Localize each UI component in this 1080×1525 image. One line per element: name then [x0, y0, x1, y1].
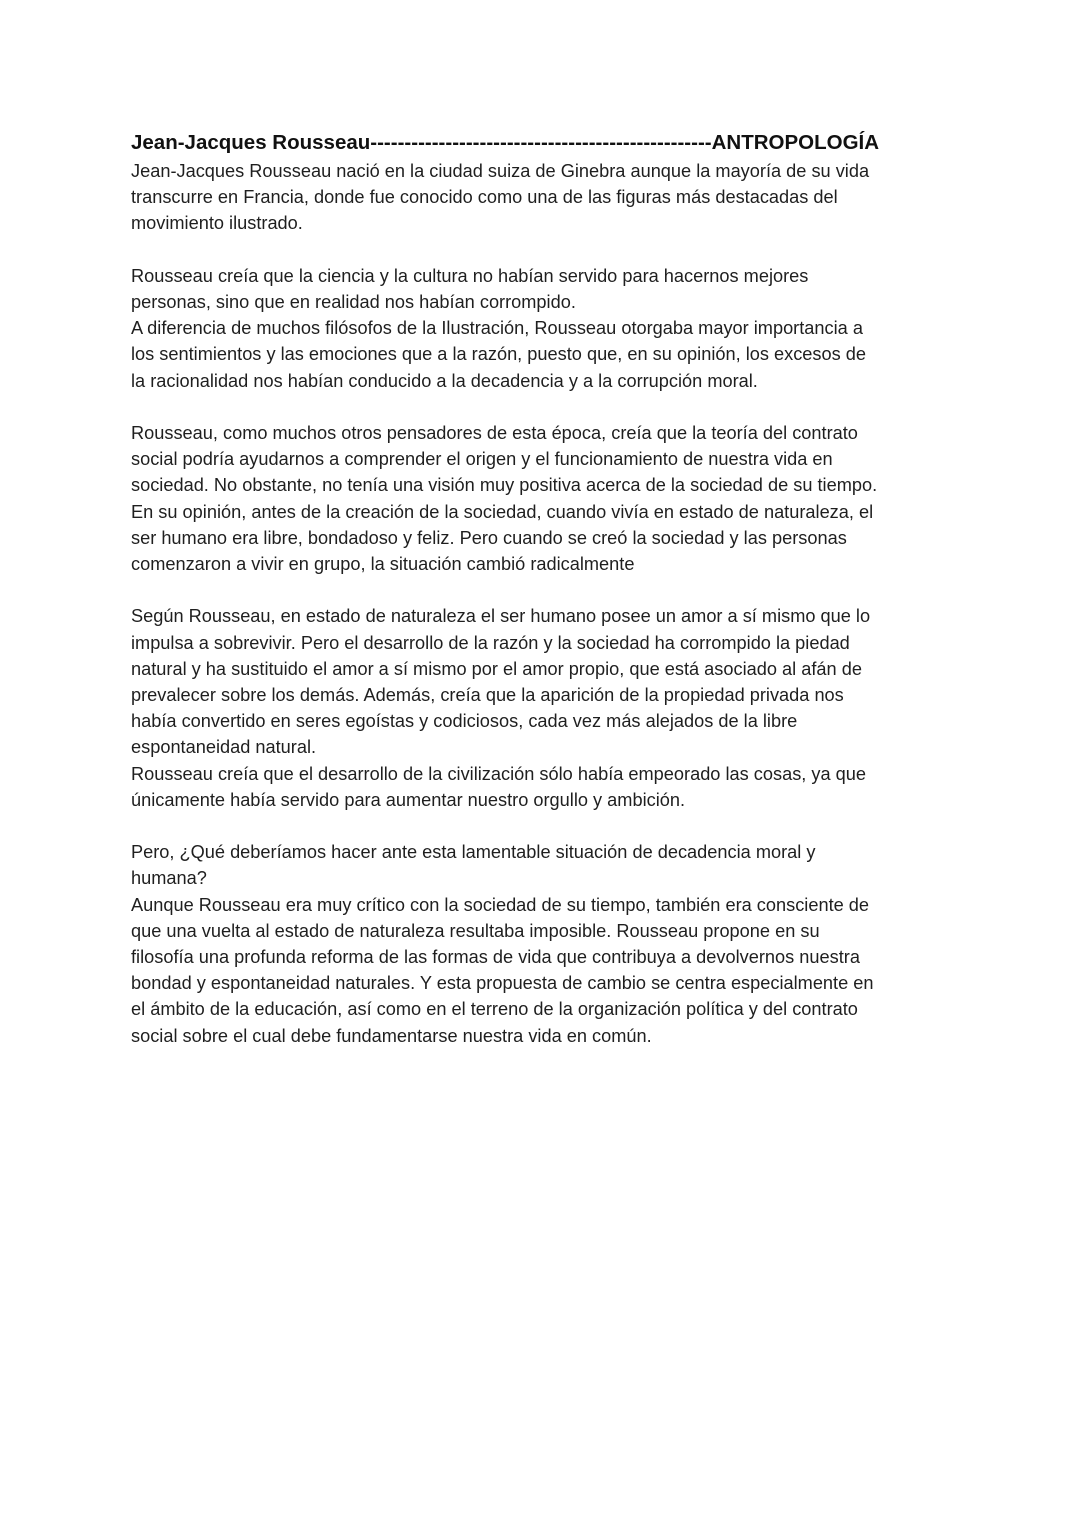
text-line: social podría ayudarnos a comprender el origen y el funcionamiento de nuestra vida en [131, 449, 833, 470]
heading-author: Jean-Jacques Rousseau [131, 131, 371, 154]
text-line: había convertido en seres egoístas y codiciosos, cada vez más alejados de la libre [131, 711, 798, 732]
paragraph-state-of-nature [131, 603, 961, 760]
text-line: social sobre el cual debe fundamentarse nuestra vida en común. [131, 1025, 652, 1046]
text-line: natural y ha sustituido el amor a sí mismo por el amor propio, que está asociado al afán de [131, 658, 862, 679]
text-line: humana? [131, 868, 207, 889]
paragraph-spacer [131, 577, 961, 603]
paragraph-intro [131, 158, 961, 237]
text-line: Rousseau creía que el desarrollo de la civilización sólo había empeorado las cosas, ya que [131, 763, 867, 784]
text-line: bondad y espontaneidad naturales. Y esta propuesta de cambio se centra especialmente en [131, 973, 874, 994]
paragraph-spacer [131, 237, 961, 263]
text-line: Rousseau, como muchos otros pensadores de esta época, creía que la teoría del contrato [131, 423, 858, 443]
document-page [131, 128, 961, 1049]
paragraph-spacer [131, 394, 961, 420]
document-heading [131, 128, 961, 158]
text-line: impulsa a sobrevivir. Pero el desarrollo de la razón y la sociedad ha corrompido la piedad [131, 632, 850, 653]
text-line: Pero, ¿Qué deberíamos hacer ante esta lamentable situación de decadencia moral y [131, 842, 816, 863]
heading-subject: ANTROPOLOGÍA [711, 131, 880, 154]
text-line: ser humano era libre, bondadoso y feliz. Pero cuando se creó la sociedad y las personas [131, 527, 847, 548]
paragraph-spacer [131, 813, 961, 839]
text-line: Aunque Rousseau era muy crítico con la sociedad de su tiempo, también era consciente de [131, 894, 870, 915]
text-line: únicamente había servido para aumentar nuestro orgullo y ambición. [131, 789, 686, 810]
text-line: sociedad. No obstante, no tenía una visión muy positiva acerca de la sociedad de su tiempo. [131, 475, 878, 496]
paragraph-reform [131, 892, 961, 1049]
text-line: prevalecer sobre los demás. Además, creía que la aparición de la propiedad privada nos [131, 685, 844, 706]
text-line: filosofía una profunda reforma de las formas de vida que contribuya a devolvernos nuestra [131, 947, 860, 968]
text-line: movimiento ilustrado. [131, 213, 303, 234]
text-line: el ámbito de la educación, así como en el terreno de la organización política y del contrato [131, 999, 858, 1020]
paragraph-social-contract [131, 420, 961, 577]
text-line: la racionalidad nos habían conducido a la decadencia y a la corrupción moral. [131, 370, 758, 391]
text-line: Según Rousseau, en estado de naturaleza el ser humano posee un amor a sí mismo que lo [131, 606, 871, 627]
text-line: espontaneidad natural. [131, 737, 317, 758]
text-line: los sentimientos y las emociones que a la razón, puesto que, en su opinión, los excesos de [131, 344, 867, 365]
text-line: Jean-Jacques Rousseau nació en la ciudad suiza de Ginebra aunque la mayoría de su vida [131, 161, 870, 181]
paragraph-emotions-reason [131, 315, 961, 394]
text-line: En su opinión, antes de la creación de la sociedad, cuando vivía en estado de naturaleza, el [131, 501, 874, 522]
text-line: transcurre en Francia, donde fue conocido como una de las figuras más destacadas del [131, 187, 838, 208]
paragraph-civilization [131, 761, 961, 813]
text-line: Rousseau creía que la ciencia y la cultura no habían servido para hacernos mejores [131, 265, 809, 286]
text-line: A diferencia de muchos filósofos de la Ilustración, Rousseau otorgaba mayor importancia a [131, 318, 863, 339]
paragraph-question [131, 839, 961, 891]
text-line: comenzaron a vivir en grupo, la situación cambió radicalmente [131, 554, 635, 575]
text-line: personas, sino que en realidad nos habían corrompido. [131, 292, 576, 312]
text-line: que una vuelta al estado de naturaleza resultaba imposible. Rousseau propone en su [131, 920, 820, 941]
paragraph-science-culture [131, 263, 961, 315]
heading-dashes: -------------------------------------------------- [370, 131, 712, 154]
